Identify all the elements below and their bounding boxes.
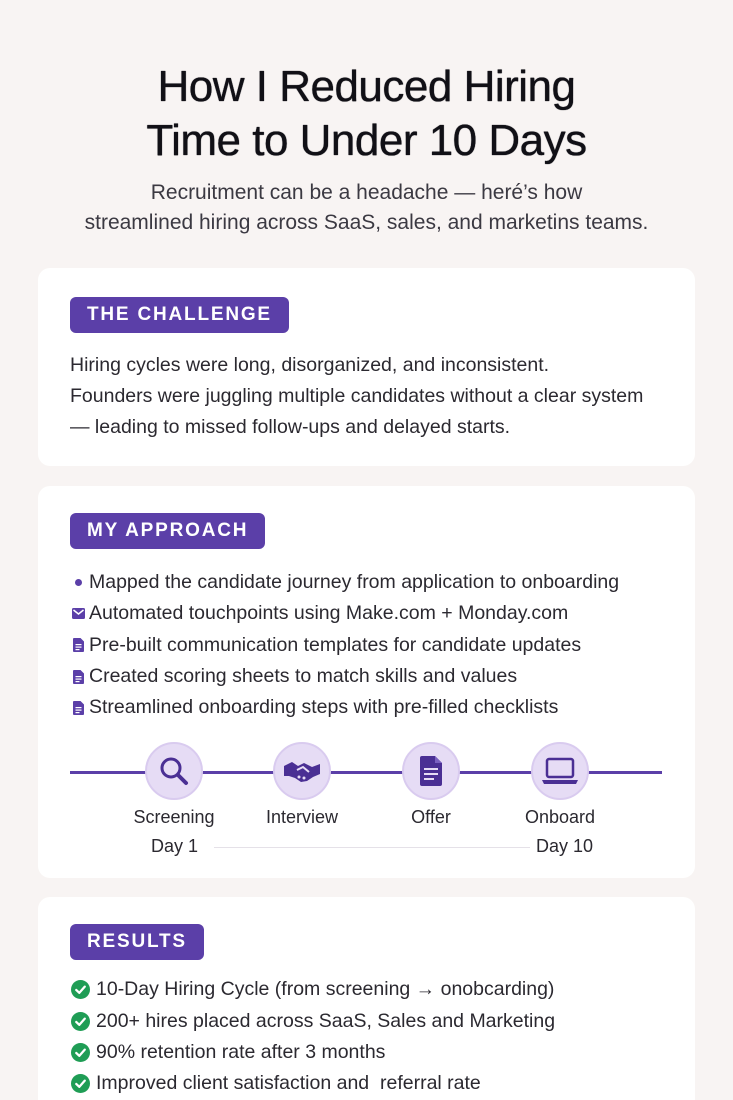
bullet-dot-icon — [68, 579, 88, 586]
page-title-line-2: Time to Under 10 Days — [146, 116, 587, 165]
approach-list — [68, 567, 619, 723]
timeline-step-label: Onboard — [524, 807, 596, 827]
list-item-text: Pre-built communication templates for candidate updates — [89, 633, 582, 656]
timeline-step-interview — [242, 742, 362, 828]
list-item — [68, 974, 555, 1005]
list-item-text: Mapped the candidate journey from application to onboarding — [89, 571, 620, 594]
list-item — [68, 661, 619, 692]
list-item — [68, 1005, 555, 1036]
challenge-line-3: — leading to missed follow-ups and delayed starts. — [70, 416, 511, 438]
check-circle-icon — [68, 980, 92, 999]
challenge-card — [38, 268, 695, 466]
timeline-step-offer — [371, 742, 491, 828]
list-item-text: Improved client satisfaction and referral rate — [96, 1072, 481, 1095]
challenge-line-2: Founders were juggling multiple candidates without a clear system — [70, 385, 644, 407]
handshake-icon — [273, 742, 331, 800]
list-item — [68, 598, 619, 629]
timeline-step-label: Offer — [411, 807, 451, 827]
envelope-icon — [68, 608, 88, 619]
list-item-text: Streamlined onboarding steps with pre-filled checklists — [89, 696, 559, 719]
list-item — [68, 567, 619, 598]
document-icon — [68, 670, 88, 684]
subtitle-line-2: streamlined hiring across SaaS, sales, and marketins teams. — [84, 211, 649, 234]
timeline-start-day: Day 1 — [151, 836, 199, 856]
list-item-text: Automated touchpoints using Make.com + Monday.com — [89, 602, 569, 625]
list-item — [68, 630, 619, 661]
check-circle-icon — [68, 1012, 92, 1031]
approach-card — [38, 486, 695, 878]
list-item-text: Created scoring sheets to match skills and values — [89, 665, 518, 688]
timeline-step-onboard — [500, 742, 620, 828]
results-badge: RESULTS — [70, 924, 204, 960]
results-card — [38, 897, 695, 1100]
list-item-text: 10-Day Hiring Cycle (from screening → onobcarding) — [96, 978, 555, 1001]
check-circle-icon — [68, 1043, 92, 1062]
list-item — [68, 1037, 555, 1068]
timeline-day-connector — [214, 847, 530, 848]
list-item — [68, 692, 619, 723]
magnifier-icon — [145, 742, 203, 800]
page-title — [0, 60, 733, 168]
subtitle-line-1: Recruitment can be a headache — heré’s how — [150, 181, 583, 204]
timeline-step-label: Screening — [133, 807, 215, 827]
page-subtitle — [0, 178, 733, 238]
document-icon — [402, 742, 460, 800]
timeline-step-label: Interview — [265, 807, 339, 827]
results-list — [68, 974, 555, 1100]
list-item — [68, 1068, 555, 1099]
timeline-end-day: Day 10 — [536, 836, 594, 856]
list-item-text: 200+ hires placed across SaaS, Sales and Marketing — [96, 1009, 556, 1032]
document-icon — [68, 638, 88, 652]
timeline-step-screening — [114, 742, 234, 828]
challenge-badge: THE CHALLENGE — [70, 297, 289, 333]
list-item-text: 90% retention rate after 3 months — [96, 1040, 386, 1063]
challenge-text — [70, 350, 680, 443]
document-icon — [68, 701, 88, 715]
approach-badge: MY APPROACH — [70, 513, 265, 549]
laptop-icon — [531, 742, 589, 800]
challenge-line-1: Hiring cycles were long, disorganized, and inconsistent. — [70, 354, 550, 376]
page-title-line-1: How I Reduced Hiring — [157, 62, 576, 111]
check-circle-icon — [68, 1074, 92, 1093]
